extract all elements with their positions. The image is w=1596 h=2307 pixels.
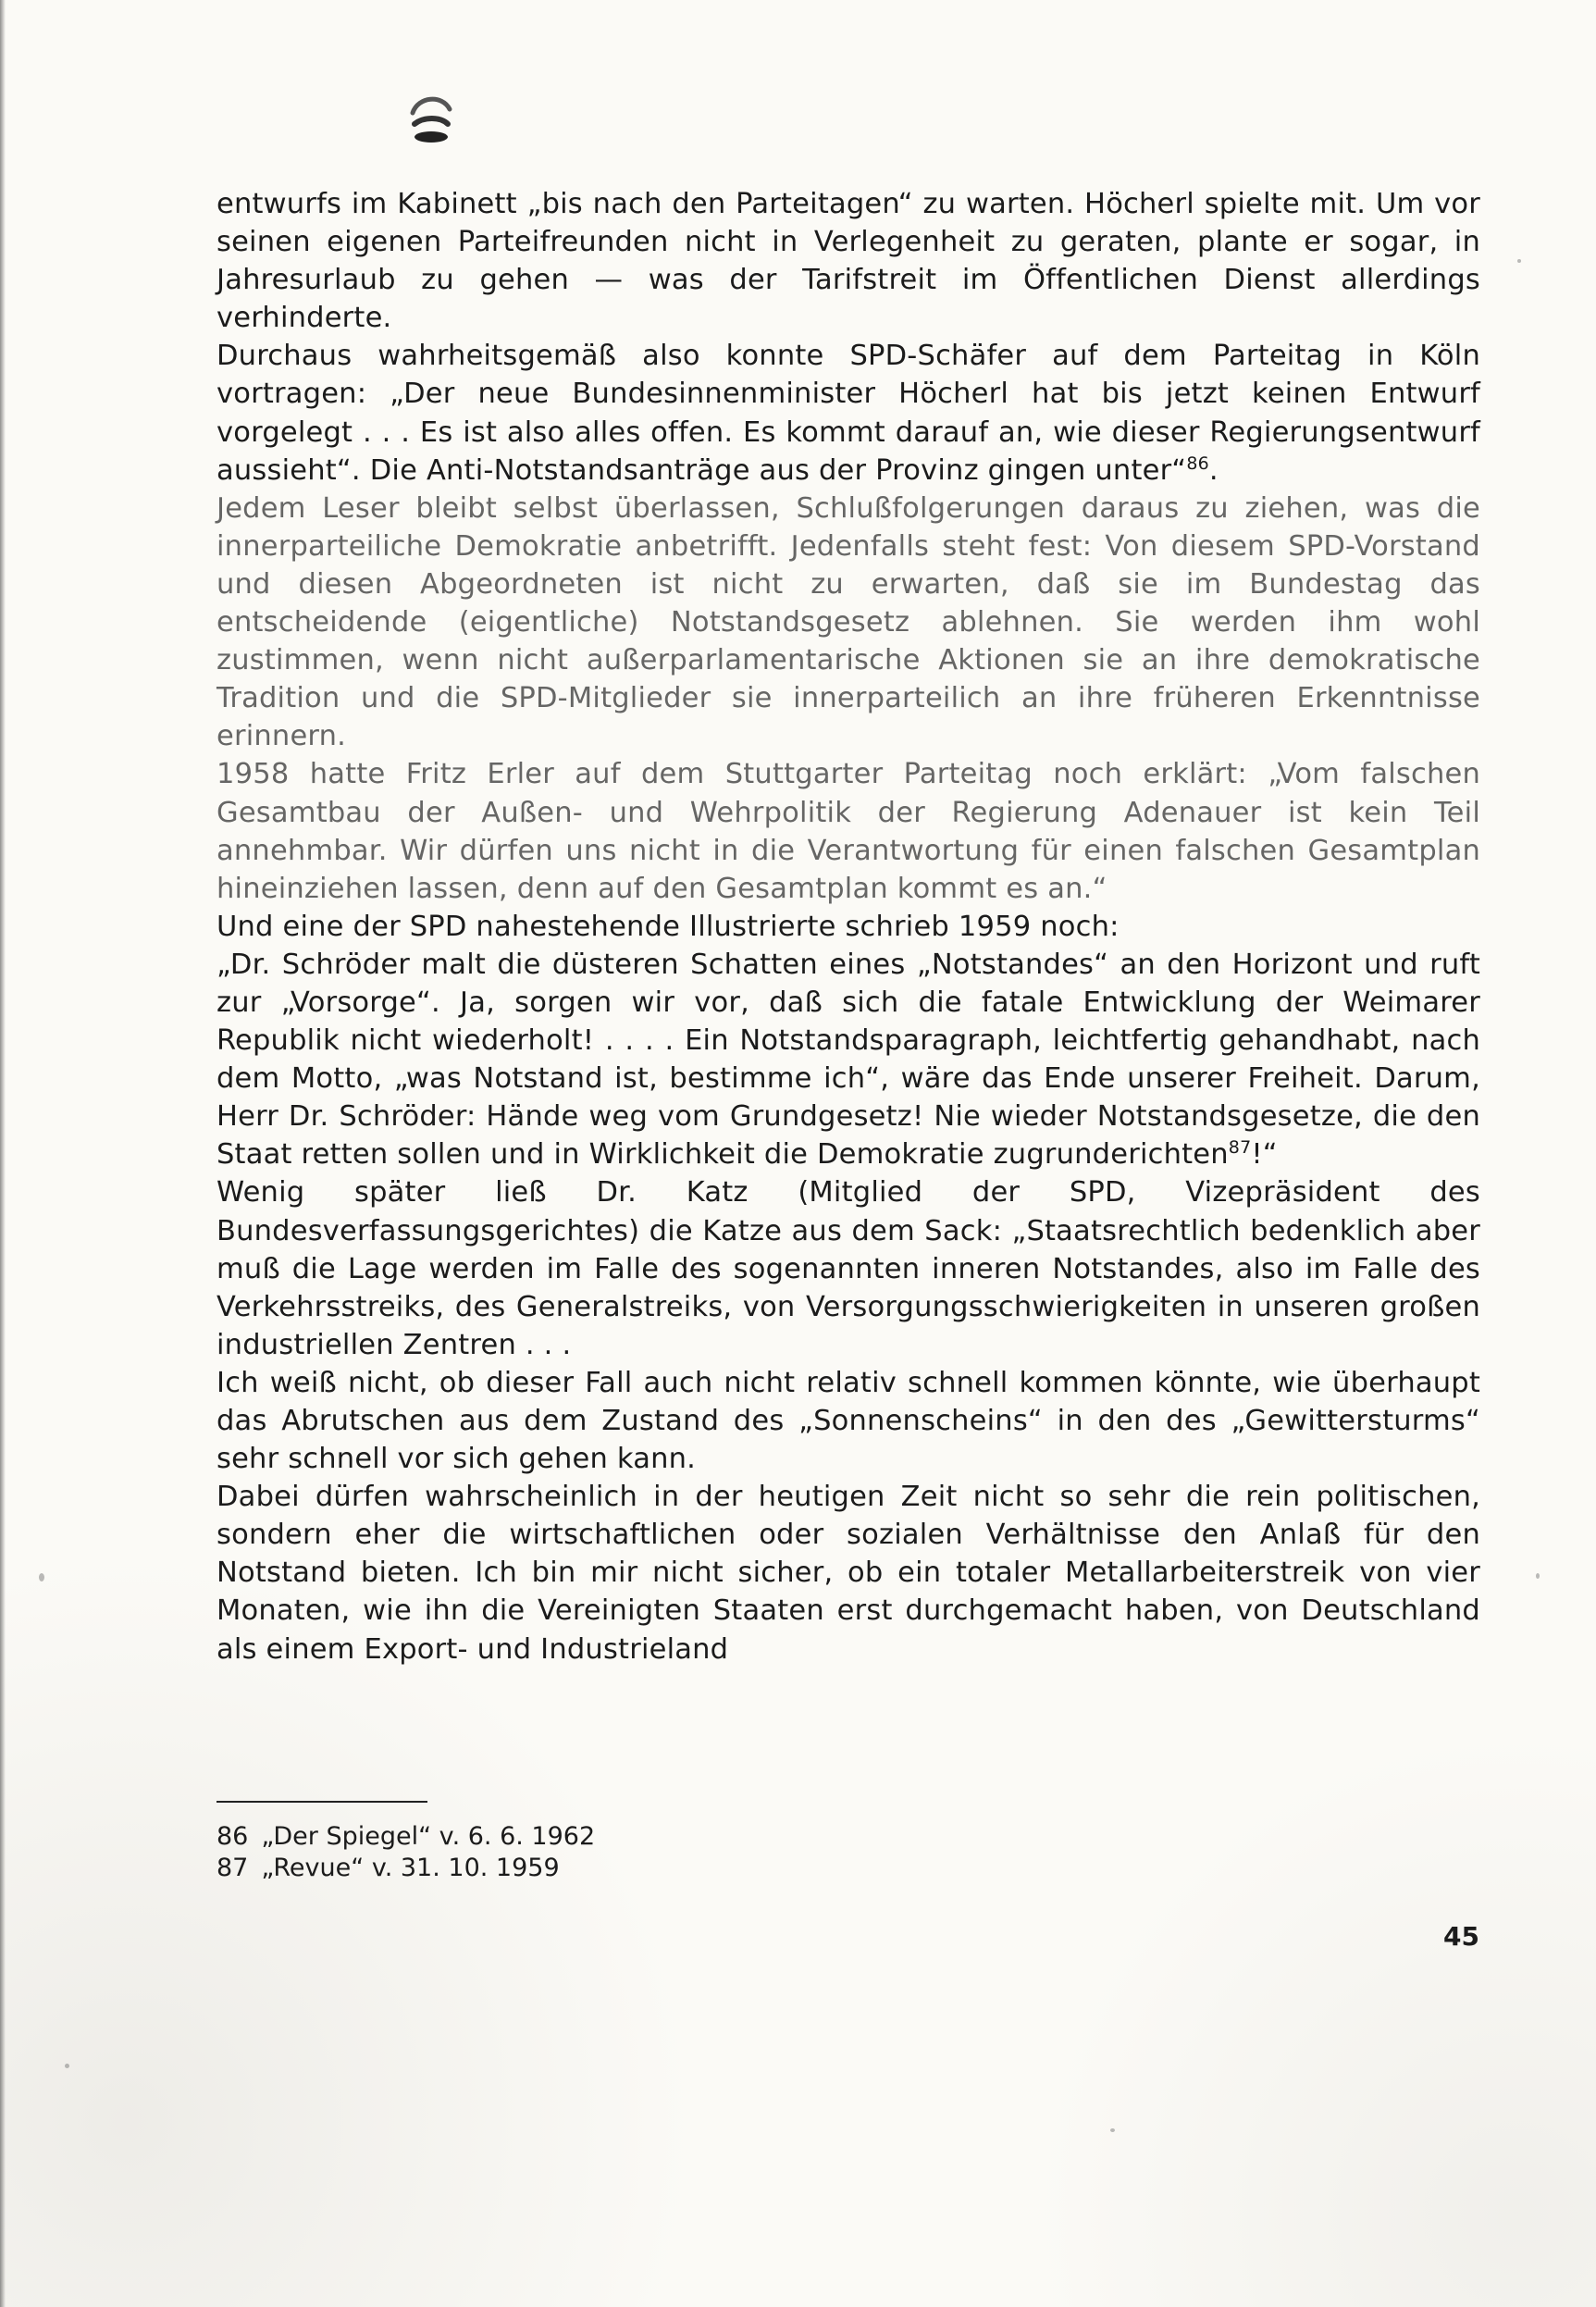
scan-speck — [1517, 259, 1521, 263]
scan-speck — [1536, 1573, 1540, 1579]
paragraph: entwurfs im Kabinett „bis nach den Parteitagen“ zu warten. Höcherl spielte mit. Um vor seinen eigenen Parteifreunden nicht in Verlegenheit zu geraten, plante er sogar, in Jahresurlaub zu gehen — was der Tarifstreit im Öffentlichen Dienst allerdings verhinderte. — [217, 188, 1480, 335]
paragraph: Durchaus wahrheitsgemäß also konnte SPD-Schäfer auf dem Parteitag in Köln vortragen: „Der neue Bundesinnenminister Höcherl hat bis jetzt keinen Entwurf vorgelegt . . . Es ist also alles offen. Es kommt darauf an, wie dieser Regierungsentwurf aussieht“. Die Anti-Notstandsanträge aus der Provinz gingen unter“$^{86}$. — [217, 340, 1480, 487]
footnote — [217, 1821, 595, 1853]
footnote-number: 86 — [217, 1822, 249, 1851]
footnote-divider — [217, 1801, 427, 1803]
scan-speck — [65, 2064, 69, 2068]
footnote-text: „Der Spiegel“ v. 6. 6. 1962 — [261, 1822, 596, 1851]
footnote-text: „Revue“ v. 31. 10. 1959 — [261, 1854, 560, 1882]
paragraph: Und eine der SPD nahestehende Illustrierte schrieb 1959 noch: — [217, 910, 1120, 943]
footnote — [217, 1853, 595, 1884]
paragraph: Ich weiß nicht, ob dieser Fall auch nicht relativ schnell kommen könnte, wie überhaupt das Abrutschen aus dem Zustand des „Sonnenscheins“ in den des „Gewittersturms“ sehr schnell vor sich gehen kann. — [217, 1366, 1480, 1476]
footnote-ref: 87 — [1228, 1137, 1252, 1159]
footnote-number: 87 — [217, 1854, 249, 1882]
footnotes — [217, 1821, 595, 1884]
scan-edge-shadow — [0, 0, 6, 2307]
paragraph: „Dr. Schröder malt die düsteren Schatten eines „Notstandes“ an den Horizont und ruft zur „Vorsorge“. Ja, sorgen wir vor, daß sich die fatale Entwicklung der Weimarer Republik nicht wiederholt! . . . . Ein Notstandsparagraph, leichtfertig gehandhabt, nach dem Motto, „was Notstand ist, bestimme ich“, wäre das Ende unserer Freiheit. Darum, Herr Dr. Schröder: Hände weg vom Grundgesetz! Nie wieder Notstandsgesetze, die den Staat retten sollen und in Wirklichkeit die Demokratie zugrunderichten$^{87}$!“ — [217, 948, 1480, 1172]
scan-speck — [39, 1573, 44, 1581]
paragraph: Jedem Leser bleibt selbst überlassen, Schlußfolgerungen daraus zu ziehen, was die innerparteiliche Demokratie anbetrifft. Jedenfalls steht fest: Von diesem SPD-Vorstand und diesen Abgeordneten ist nicht zu erwarten, daß sie im Bundestag das entscheidende (eigentliche) Notstandsgesetz ablehnen. Sie werden ihm wohl zustimmen, wenn nicht außerparlamentarische Aktionen sie an ihre demokratische Tradition und die SPD-Mitglieder sie innerparteilich an ihre früheren Erkenntnisse erinnern. — [217, 491, 1480, 753]
page-number: 45 — [1443, 1921, 1479, 1952]
scan-speck — [1110, 2128, 1115, 2132]
paragraph: Wenig später ließ Dr. Katz (Mitglied der SPD, Vizepräsident des Bundesverfassungsgerichtes) die Katze aus dem Sack: „Staatsrechtlich bedenklich aber muß die Lage werden im Falle des sogenannten inneren Notstandes, also im Falle des Verkehrsstreiks, des Generalstreiks, von Versorgungsschwierigkeiten in unseren großen industriellen Zentren . . . — [217, 1176, 1480, 1361]
paragraph: 1958 hatte Fritz Erler auf dem Stuttgarter Parteitag noch erklärt: „Vom falschen Gesamtbau der Außen- und Wehrpolitik der Regierung Adenauer ist kein Teil annehmbar. Wir dürfen uns nicht in die Verantwortung für einen falschen Gesamtplan hineinziehen lassen, denn auf den Gesamtplan kommt es an.“ — [217, 758, 1480, 905]
footnote-ref: 86 — [1186, 453, 1209, 474]
ink-mark-icon — [405, 85, 457, 150]
paragraph: Dabei dürfen wahrscheinlich in der heutigen Zeit nicht so sehr die rein politischen, sondern eher die wirtschaftlichen oder sozialen Verhältnisse den Anlaß für den Notstand bieten. Ich bin mir nicht sicher, ob ein totaler Metallarbeiterstreik von vier Monaten, wie ihn die Vereinigten Staaten erst durchgemacht haben, von Deutschland als einem Export- und Industrieland — [217, 1481, 1480, 1666]
body-text — [217, 185, 1480, 1668]
